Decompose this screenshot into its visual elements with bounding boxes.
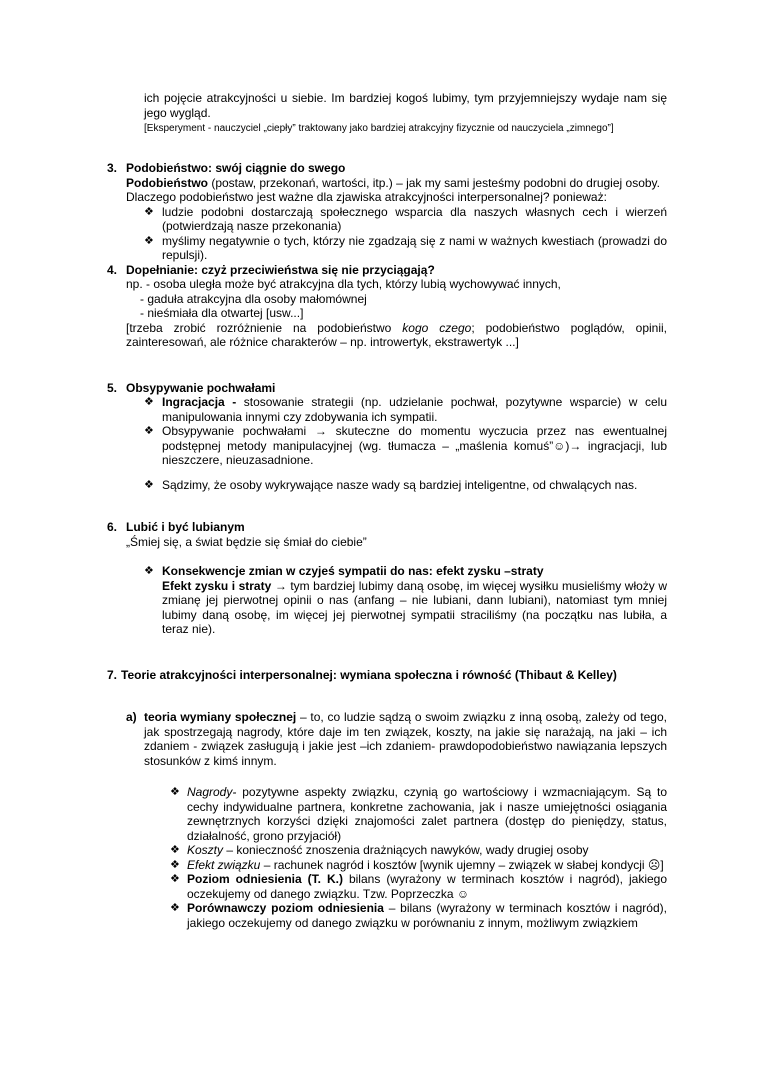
bullet-item bbox=[144, 234, 667, 263]
term-run: Ingracjacja - bbox=[162, 395, 244, 409]
bullet-text: Sądzimy, że osoby wykrywające nasze wady są bardziej inteligentne, od chwalących nas. bbox=[162, 477, 638, 492]
text-run: pozytywne aspekty związku, czynią go wartościowy i wzmacniającym. Są to cechy indywidualne partnera, konkretne zachowania, jak i nasze umiejętności osiągania zewnętrznych korzyści dzięki znajomości zalet partnera (dostęp do pieniędzy, status, działalność, grono przyjaciół) bbox=[187, 785, 667, 843]
section-number: 6. bbox=[107, 520, 118, 534]
section-6-heading bbox=[107, 520, 667, 535]
bullet-text: ludzie podobni dostarczają społecznego wsparcia dla naszych własnych cech i wierzeń (potwierdzają nasze przekonania) bbox=[162, 204, 667, 233]
diamond-bullet-icon: ❖ bbox=[144, 234, 154, 247]
bullet-text: Obsypywanie pochwałami → skuteczne do momentu wyczucia przez nas ewentualnej podstępnej metody manipulacyjnej (wg. tłumacza – „maślenia komuś”☺)→ ingracjacji, lub nieszczere, nieuzasadnione. bbox=[162, 424, 667, 467]
diamond-bullet-icon: ❖ bbox=[144, 205, 154, 218]
text-run: – rachunek nagród i kosztów [wynik ujemny – związek w słabej kondycji ☹] bbox=[260, 857, 664, 872]
section-6-body bbox=[126, 535, 667, 637]
text-run: – konieczność znoszenia drażniących nawyków, wady drugiej osoby bbox=[223, 843, 589, 857]
diamond-bullet-icon: ❖ bbox=[170, 844, 180, 856]
diamond-bullet-icon: ❖ bbox=[170, 902, 180, 914]
intro-paragraph: ich pojęcie atrakcyjności u siebie. Im bardziej kogoś lubimy, tym przyjemniejszy wydaje nam się jego wygląd. bbox=[144, 91, 667, 120]
section-number: 7. bbox=[107, 667, 118, 682]
section-3 bbox=[107, 161, 667, 263]
section-number: 4. bbox=[107, 262, 118, 277]
diamond-bullet-icon: ❖ bbox=[170, 858, 180, 871]
paragraph: - nieśmiała dla otwartej [usw...] bbox=[140, 306, 304, 320]
bullet-text bbox=[162, 395, 667, 424]
experiment-note: [Eksperyment - nauczyciel „ciepły” traktowany jako bardziej atrakcyjny fizycznie od nauczyciela „zimnego”] bbox=[144, 123, 614, 134]
term-run: Poziom odniesienia (T. K.) bbox=[187, 872, 343, 886]
section-4 bbox=[107, 263, 667, 350]
term-run: Efekt zysku i straty bbox=[162, 578, 275, 593]
bullet-text: Konsekwencje zmian w czyjeś sympatii do nas: efekt zysku –straty bbox=[162, 564, 544, 578]
bullet-item bbox=[144, 424, 667, 468]
bullet-text bbox=[187, 843, 667, 858]
section-title: Lubić i być lubianym bbox=[126, 520, 245, 534]
text-run: bilans (wyrażony w terminach kosztów i nagród), jakiego oczekujemy od danego związku. Tzw. Poprzeczka ☺ bbox=[187, 872, 668, 901]
diamond-bullet-icon: ❖ bbox=[170, 786, 180, 798]
section-5 bbox=[107, 381, 667, 493]
italic-term-run: Koszty bbox=[187, 843, 224, 857]
paragraph bbox=[126, 176, 667, 191]
section-title: Obsypywanie pochwałami bbox=[126, 380, 276, 395]
bullet-item bbox=[170, 901, 667, 930]
section-4-heading bbox=[107, 263, 667, 278]
section-7-heading bbox=[107, 668, 667, 683]
diamond-bullet-icon: ❖ bbox=[144, 478, 154, 491]
diamond-bullet-icon: ❖ bbox=[144, 396, 154, 408]
diamond-bullet-icon: ❖ bbox=[170, 873, 180, 885]
diamond-bullet-icon: ❖ bbox=[144, 565, 154, 577]
bullet-text: myślimy negatywnie o tych, którzy nie zgadzają się z nami w ważnych kwestiach (prowadzi do repulsji). bbox=[162, 233, 667, 262]
list-marker-a: a) bbox=[126, 710, 137, 724]
section-7 bbox=[107, 668, 667, 931]
section-6 bbox=[107, 520, 667, 637]
section-3-heading bbox=[107, 161, 667, 176]
bullet-item bbox=[170, 872, 667, 901]
term-run: Porównawczy poziom odniesienia bbox=[187, 901, 384, 915]
paragraph bbox=[126, 321, 667, 350]
section-3-body bbox=[126, 176, 667, 263]
bullet-item bbox=[170, 843, 667, 858]
list-item-text bbox=[144, 710, 667, 768]
bullet-item bbox=[144, 564, 667, 579]
section-title: Teorie atrakcyjności interpersonalnej: wymiana społeczna i równość (Thibaut & Kelley) bbox=[121, 667, 617, 682]
text-run: → tym bardziej lubimy daną osobę, im więcej wysiłku musieliśmy włoży w zmianę jej pierwotnej opinii o nas (anfang – nie lubiani, dann lubiani), natomiast tym mniej lubimy daną osobę, im więcej jej pierwotnej sympatii straciliśmy (na początku nas lubiła, a teraz nie). bbox=[162, 578, 667, 636]
section-title: Podobieństwo: swój ciągnie do swego bbox=[126, 161, 346, 175]
bullet-item bbox=[144, 205, 667, 234]
italic-run: kogo czego bbox=[402, 320, 472, 335]
bullet-item bbox=[170, 858, 667, 873]
paragraph bbox=[162, 579, 667, 637]
section-4-body bbox=[126, 277, 667, 350]
italic-term-run: Nagrody- bbox=[187, 785, 237, 799]
bullet-text bbox=[187, 872, 667, 901]
section-5-body bbox=[126, 395, 667, 492]
paragraph: Dlaczego podobieństwo jest ważne dla zjawiska atrakcyjności interpersonalnej? ponieważ: bbox=[126, 190, 607, 204]
text-run: stosowanie strategii (np. udzielanie pochwał, pozytywne wsparcie) w celu manipulowania innymi czy zdobywania ich sympatii. bbox=[162, 395, 667, 424]
text-run: – to, co ludzie sądzą o swoim związku z inną osobą, zależy od tego, jak spostrzegają nagrody, które daje im ten związek, koszty, na jakie się narażają, na jaki – ich zdaniem - związek zasługują i jakie jest –ich zdaniem- prawdopodobieństwo nawiązania lepszych stosunków z kimś innym. bbox=[144, 710, 667, 768]
section-number: 5. bbox=[107, 380, 118, 395]
italic-term-run: Efekt związku bbox=[187, 857, 261, 872]
section-5-heading bbox=[107, 381, 667, 396]
bullet-item bbox=[170, 785, 667, 843]
bullet-item bbox=[144, 395, 667, 424]
bullet-text bbox=[187, 785, 667, 843]
paragraph: - gaduła atrakcyjna dla osoby małomównej bbox=[140, 291, 367, 306]
bullet-text bbox=[187, 858, 667, 873]
bullet-item bbox=[144, 478, 667, 493]
list-item-a bbox=[126, 710, 667, 768]
text-run: (postaw, przekonań, wartości, itp.) – jak my sami jesteśmy podobni do drugiej osoby. bbox=[208, 175, 660, 190]
term-run: teoria wymiany społecznej bbox=[144, 710, 297, 724]
bullet-text bbox=[187, 901, 667, 930]
diamond-bullet-icon: ❖ bbox=[144, 425, 154, 437]
term-run: Podobieństwo bbox=[126, 175, 208, 190]
quote-paragraph: „Śmiej się, a świat będzie się śmiał do ciebie” bbox=[126, 534, 367, 549]
text-run: [trzeba zrobić rozróżnienie na podobieństwo bbox=[126, 320, 403, 335]
text-run: ; podobieństwo poglądów, opinii, zainteresowań, ale różnice charakterów – np. introwertyk, ekstrawertyk ...] bbox=[126, 320, 667, 349]
section-title: Dopełnianie: czyż przeciwieństwa się nie przyciągają? bbox=[126, 262, 435, 277]
paragraph: np. - osoba uległa może być atrakcyjna dla tych, którzy lubią wychowywać innych, bbox=[126, 277, 561, 291]
section-number: 3. bbox=[107, 161, 118, 175]
section-7-bullets bbox=[170, 785, 667, 930]
text-run: – bilans (wyrażony w terminach kosztów i nagród), jakiego oczekujemy od danego związku w porównaniu z innym, możliwym związkiem bbox=[187, 901, 667, 930]
